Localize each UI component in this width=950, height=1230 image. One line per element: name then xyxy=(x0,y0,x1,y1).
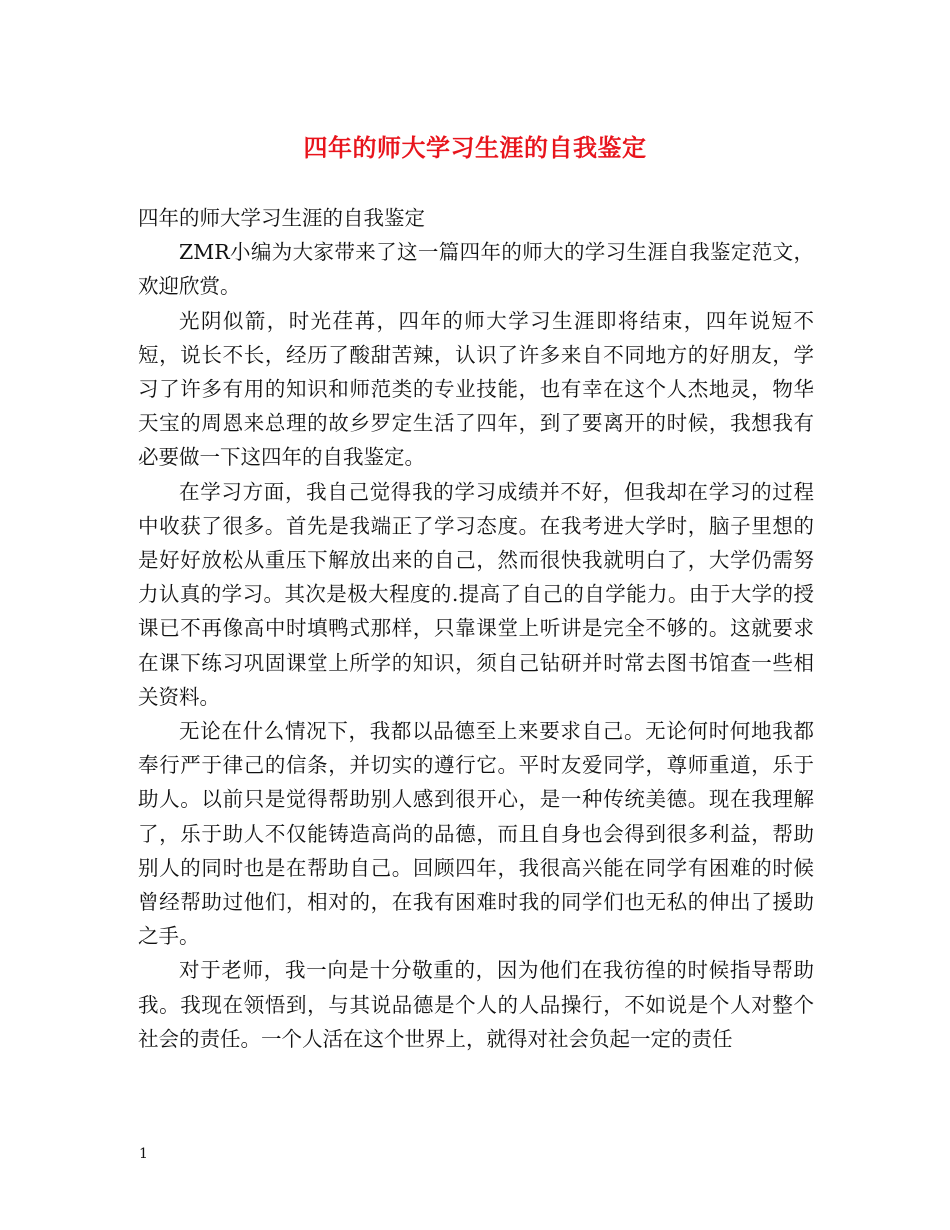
intro-paragraph: ZMR小编为大家带来了这一篇四年的师大的学习生涯自我鉴定范文，欢迎欣赏。 xyxy=(138,240,814,299)
body-paragraph: 在学习方面，我自己觉得我的学习成绩并不好，但我却在学习的过程中收获了很多。首先是我端正了学习态度。在我考进大学时，脑子里想的是好好放松从重压下解放出来的自己，然而很快我就明白了，大学仍需努力认真的学习。其次是极大程度的.提高了自己的自学能力。由于大学的授课已不再像高中时填鸭式那样，只靠课堂上听讲是完全不够的。这就要求在课下练习巩固课堂上所学的知识，须自己钻研并时常去图书馆查一些相关资料。 xyxy=(138,479,814,709)
page-number: 1 xyxy=(139,1146,148,1162)
document-title: 四年的师大学习生涯的自我鉴定 xyxy=(303,133,647,162)
body-paragraph: 无论在什么情况下，我都以品德至上来要求自己。无论何时何地我都奉行严于律己的信条，并切实的遵行它。平时友爱同学，尊师重道，乐于助人。以前只是觉得帮助别人感到很开心，是一种传统美德。现在我理解了，乐于助人不仅能铸造高尚的品德，而且自身也会得到很多利益，帮助别人的同时也是在帮助自己。回顾四年，我很高兴能在同学有困难的时候曾经帮助过他们，相对的，在我有困难时我的同学们也无私的伸出了援助之手。 xyxy=(138,719,814,949)
document-body xyxy=(138,201,814,1056)
body-heading-paragraph: 四年的师大学习生涯的自我鉴定 xyxy=(138,206,425,230)
body-paragraph: 光阴似箭，时光荏苒，四年的师大学习生涯即将结束，四年说短不短，说长不长，经历了酸甜苦辣，认识了许多来自不同地方的好朋友，学习了许多有用的知识和师范类的专业技能，也有幸在这个人杰地灵，物华天宝的周恩来总理的故乡罗定生活了四年，到了要离开的时候，我想我有必要做一下这四年的自我鉴定。 xyxy=(138,308,814,470)
body-paragraph: 对于老师，我一向是十分敬重的，因为他们在我彷徨的时候指导帮助我。我现在领悟到，与其说品德是个人的人品操行，不如说是个人对整个社会的责任。一个人活在这个世界上，就得对社会负起一定的责任 xyxy=(138,958,814,1051)
